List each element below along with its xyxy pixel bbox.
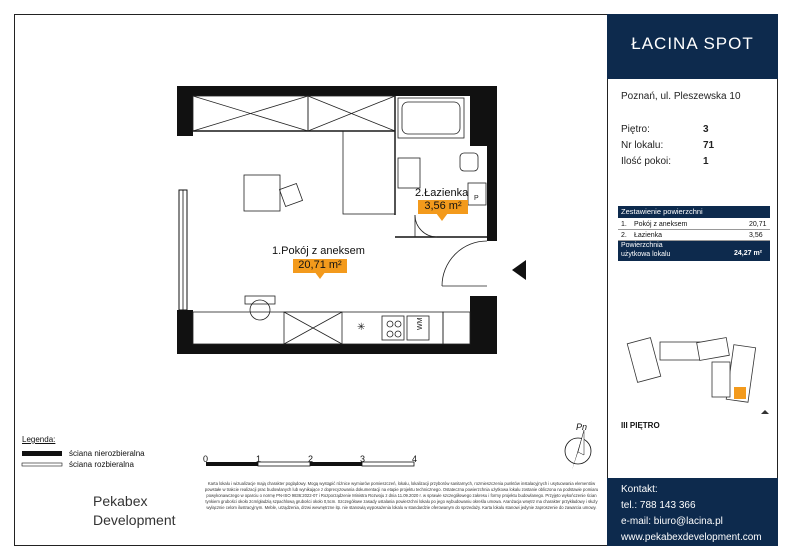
info-label: Ilość pokoi: (621, 156, 672, 167)
row-area: 3,56 (749, 232, 763, 239)
info-value: 1 (703, 156, 709, 167)
key-plan (620, 332, 772, 422)
structural-walls (177, 86, 497, 354)
brand-header (607, 14, 778, 79)
developer-name-line2: Development (93, 512, 176, 528)
table-row (618, 230, 770, 241)
scale-tick: 0 (203, 454, 209, 464)
address: Poznań, ul. Pleszewska 10 (621, 91, 741, 102)
info-floor (621, 124, 709, 135)
p-label: P (474, 195, 479, 202)
contact-box (607, 478, 778, 546)
row-area: 20,71 (749, 221, 767, 228)
scale-tick: 3 (360, 454, 366, 464)
room-name-bathroom: 2.Łazienka (415, 187, 469, 199)
room-area-bathroom: 3,56 m² (418, 200, 468, 214)
legend-title: Legenda: (22, 435, 56, 444)
row-name: Pokój z aneksem (634, 221, 688, 228)
row-no: 1. (621, 221, 627, 228)
total-label-2: użytkowa lokalu (621, 251, 671, 258)
floor-label: III PIĘTRO (621, 421, 660, 430)
brand-logo: ŁACINA SPOT (631, 34, 754, 53)
contact-phone[interactable]: tel.: 788 143 366 (621, 500, 696, 511)
row-name: Łazienka (634, 232, 663, 239)
svg-text:✳: ✳ (357, 322, 366, 333)
north-arrow-icon (565, 430, 591, 470)
area-table-title: Zestawienie powierzchni (618, 206, 770, 218)
developer-name-line1: Pekabex (93, 493, 148, 509)
contact-website[interactable]: www.pekabexdevelopment.com (621, 532, 762, 543)
room-name-living: 1.Pokój z aneksem (272, 245, 365, 257)
info-value: 71 (703, 140, 715, 151)
entrance-arrow (512, 260, 526, 280)
info-label: Piętro: (621, 124, 650, 135)
scale-tick: 1 (256, 454, 262, 464)
total-value: 24,27 m² (734, 250, 763, 257)
total-label-1: Powierzchnia (621, 242, 663, 249)
legend (22, 435, 145, 469)
info-value: 3 (703, 124, 709, 135)
north-label: Pn (576, 422, 588, 432)
info-unit-number (621, 140, 715, 151)
contact-title: Kontakt: (621, 484, 658, 495)
disclaimer-text: Karta lokalu i wizualizacje mają charakter poglądowy. Mogą wystąpić różnice wymiarów pomieszczeń, lokalu, lokalizacji przyborów sanitarnych, rozmieszczenia punktów instalacyjnych i usytuowania elementów powstałe w trakcie realizacji prac budowlanych lub wynikające z doprecyzowania dokumentacji na etapie projektu technicznego. Ostateczna powierzchnia użytkowa lokalu zostanie obliczona na podstawie pomiaru powykonawczego w oparciu o normę PN-ISO 9836:2022-07 i Rozporządzenie Ministra Rozwoju z dnia 11.09.2020 r. w sprawie szczegółowego zakresu i formy projektu budowlanego. Przyjęto wykończenie ścian tynkiem grubości około 2cm/gładzią szpachlową grubości około 0,5cm. Szczegółowe zasady ustalania powierzchni lokalu po jego wybudowaniu określa umowa. Aranżacja wnętrz ma charakter przykładowy i służy wyłącznie celom ilustracyjnym. Meble, urządzenia, drzwi wewnętrzne itp. nie stanowią wyposażenia lokalu w standardzie oferowanym do sprzedaży. Karta lokalu stanowi jedynie zaproszenie do zawarcia umowy. (204, 481, 599, 510)
info-label: Nr lokalu: (621, 140, 664, 151)
info-rooms (621, 156, 709, 167)
washing-machine-label: WM (417, 317, 424, 330)
legend-item: ściana rozbieralna (69, 460, 134, 469)
table-row (618, 219, 770, 230)
legend-item: ściana nierozbieralna (69, 449, 145, 458)
contact-email[interactable]: e-mail: biuro@lacina.pl (621, 516, 723, 527)
room-area-living: 20,71 m² (293, 259, 347, 273)
scale-tick: 2 (308, 454, 314, 464)
scale-tick: 4 (412, 454, 418, 464)
unit-highlight (734, 387, 746, 399)
row-no: 2. (621, 232, 627, 239)
total-area-box (618, 241, 770, 261)
